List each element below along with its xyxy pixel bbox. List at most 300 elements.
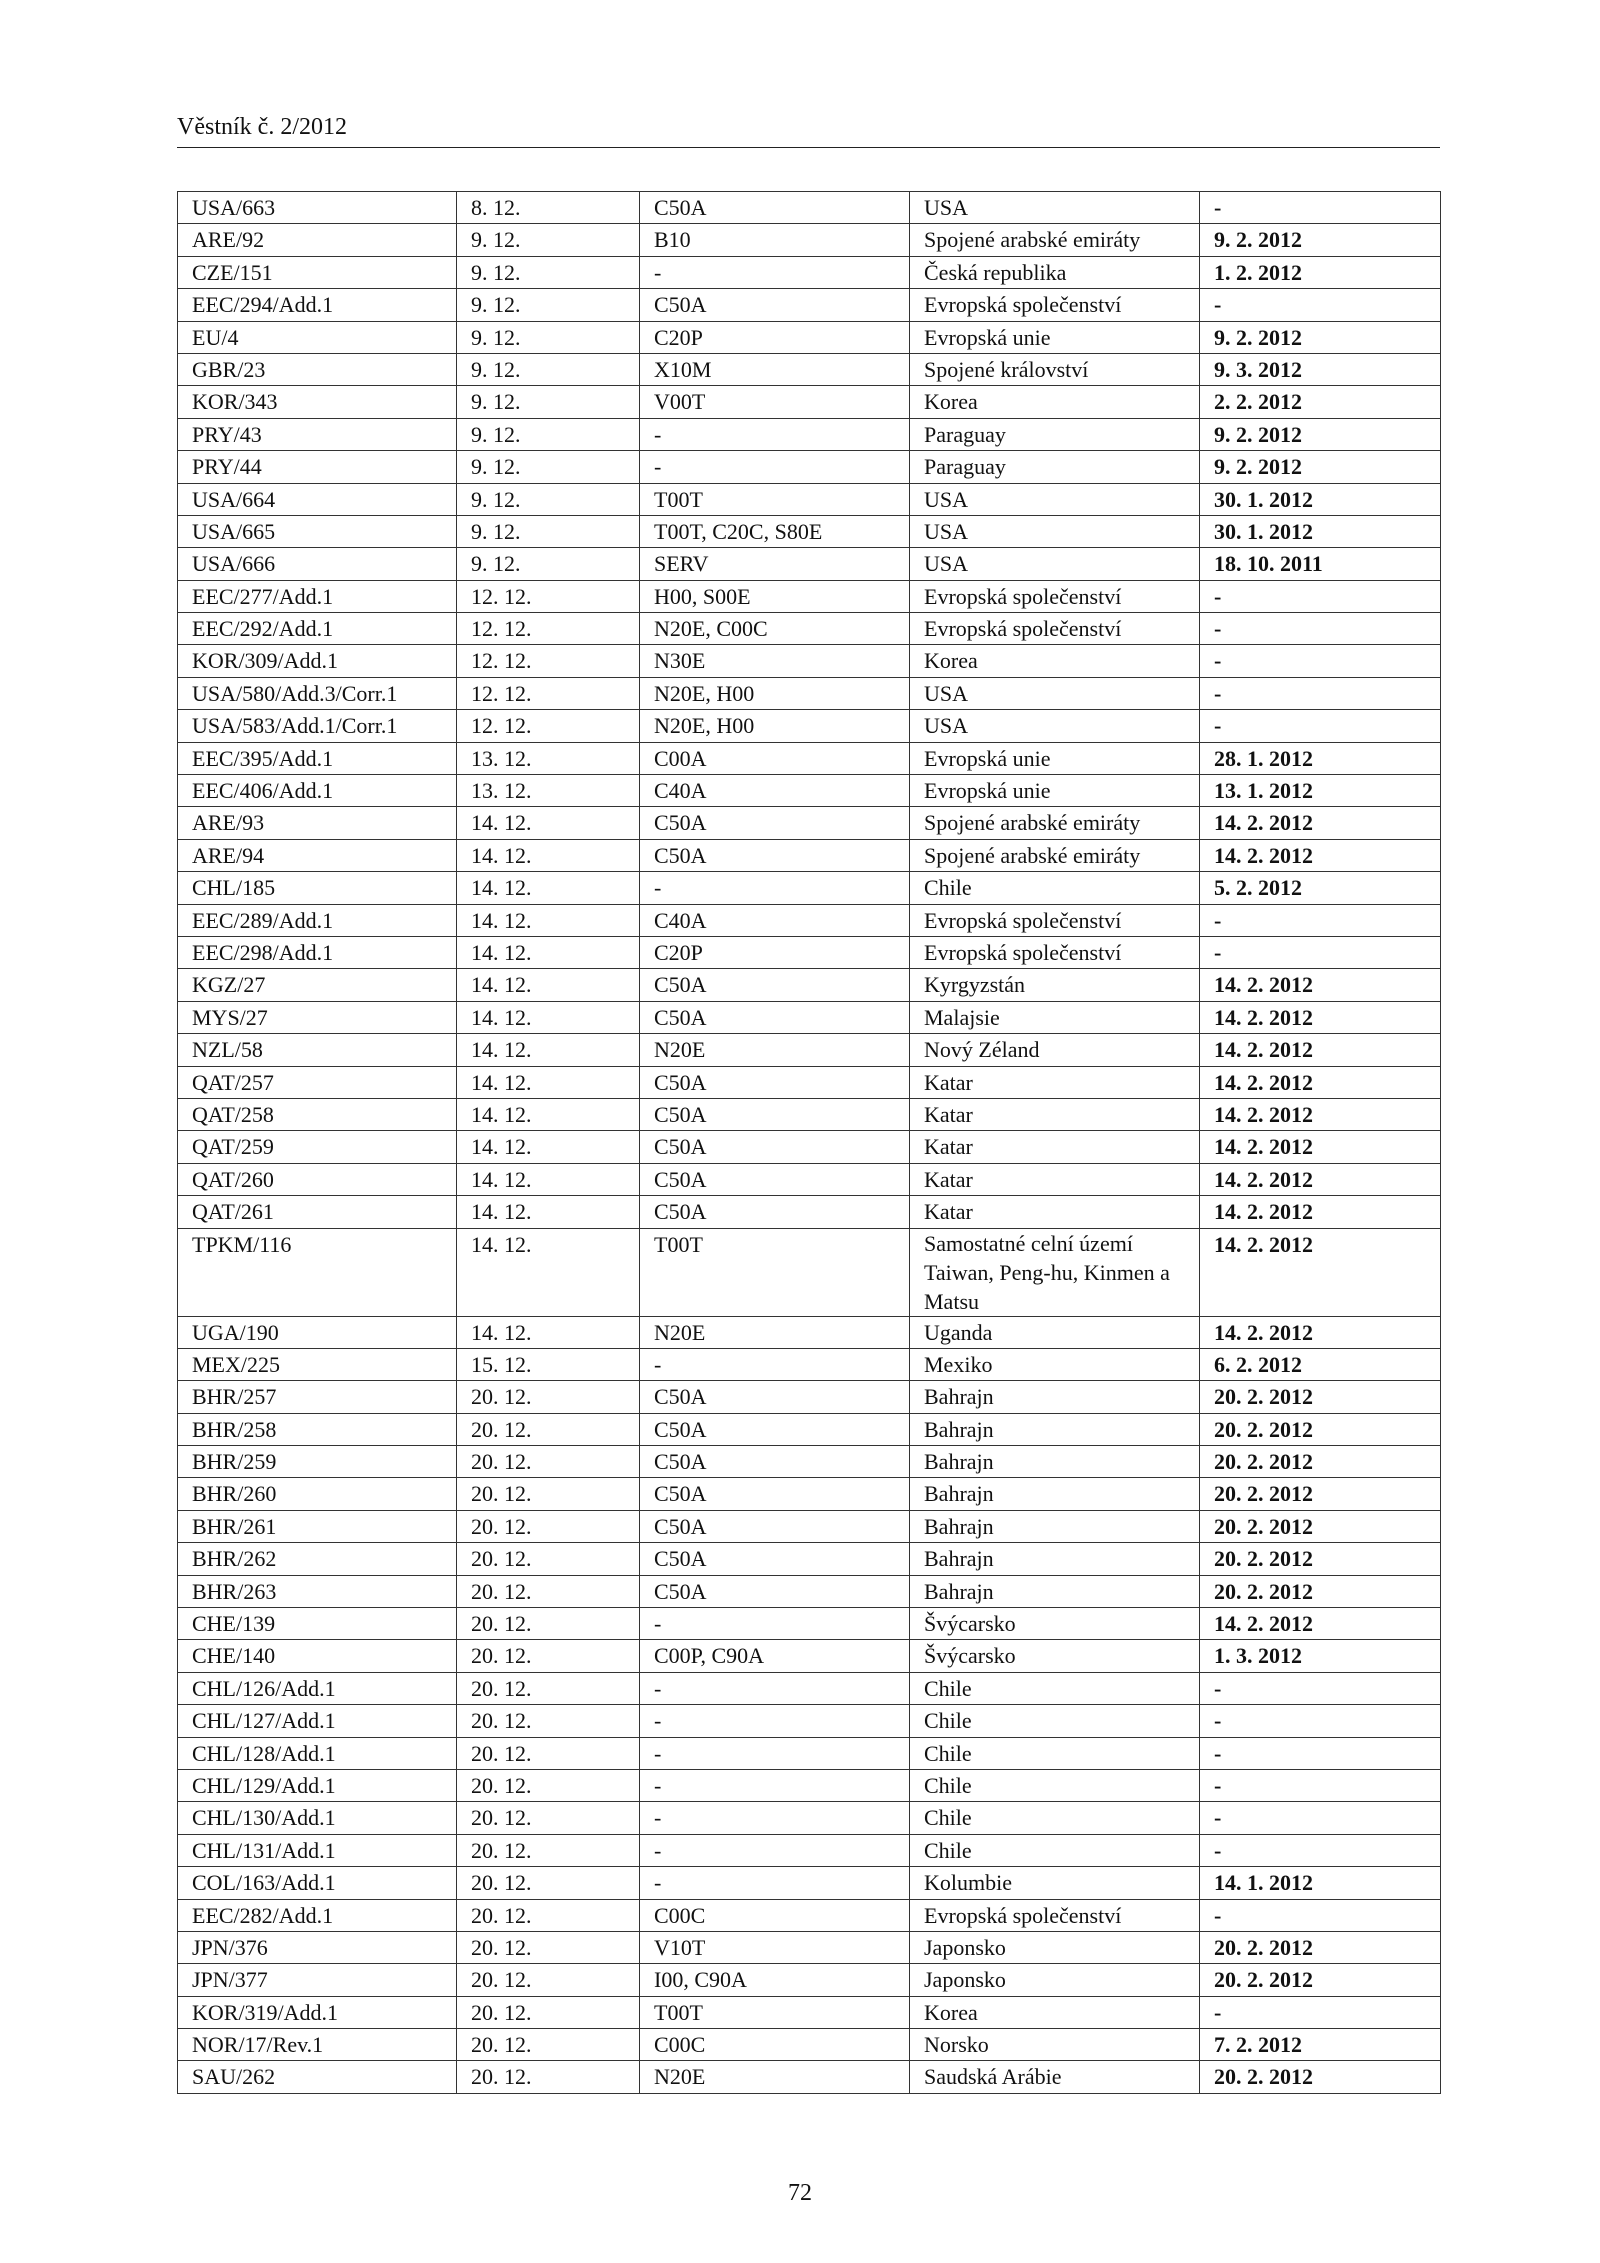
table-row bbox=[178, 418, 1441, 450]
table-row bbox=[178, 969, 1441, 1001]
notification-date-cell: 20. 12. bbox=[457, 1510, 640, 1542]
table-body bbox=[178, 192, 1441, 2094]
product-code-cell: - bbox=[640, 1608, 910, 1640]
notification-date-cell: 20. 12. bbox=[457, 2061, 640, 2093]
product-code-cell: N20E, H00 bbox=[640, 677, 910, 709]
table-row bbox=[178, 677, 1441, 709]
country-cell: Mexiko bbox=[910, 1348, 1200, 1380]
product-code-cell: - bbox=[640, 1672, 910, 1704]
table-row bbox=[178, 256, 1441, 288]
product-code-cell: C00A bbox=[640, 742, 910, 774]
table-row bbox=[178, 1931, 1441, 1963]
deadline-date-cell: 7. 2. 2012 bbox=[1200, 2029, 1441, 2061]
notification-date-cell: 20. 12. bbox=[457, 1769, 640, 1801]
table-row bbox=[178, 1196, 1441, 1228]
document-code-cell: JPN/377 bbox=[178, 1964, 457, 1996]
deadline-date-cell: - bbox=[1200, 1769, 1441, 1801]
country-cell: USA bbox=[910, 677, 1200, 709]
document-code-cell: EEC/277/Add.1 bbox=[178, 580, 457, 612]
document-code-cell: EEC/292/Add.1 bbox=[178, 613, 457, 645]
document-code-cell: QAT/261 bbox=[178, 1196, 457, 1228]
product-code-cell: - bbox=[640, 1737, 910, 1769]
document-code-cell: KOR/309/Add.1 bbox=[178, 645, 457, 677]
product-code-cell: C50A bbox=[640, 1413, 910, 1445]
table-row bbox=[178, 1413, 1441, 1445]
product-code-cell: N20E bbox=[640, 2061, 910, 2093]
table-row bbox=[178, 1316, 1441, 1348]
table-row bbox=[178, 1575, 1441, 1607]
country-cell: Kolumbie bbox=[910, 1867, 1200, 1899]
country-cell: Japonsko bbox=[910, 1931, 1200, 1963]
table-row bbox=[178, 1098, 1441, 1130]
notification-date-cell: 12. 12. bbox=[457, 580, 640, 612]
deadline-date-cell: - bbox=[1200, 1737, 1441, 1769]
country-cell: Spojené arabské emiráty bbox=[910, 807, 1200, 839]
table-row bbox=[178, 1066, 1441, 1098]
product-code-cell: C50A bbox=[640, 1066, 910, 1098]
document-code-cell: ARE/93 bbox=[178, 807, 457, 839]
product-code-cell: C50A bbox=[640, 1446, 910, 1478]
table-row bbox=[178, 1381, 1441, 1413]
deadline-date-cell: 9. 2. 2012 bbox=[1200, 418, 1441, 450]
product-code-cell: X10M bbox=[640, 353, 910, 385]
deadline-date-cell: - bbox=[1200, 936, 1441, 968]
document-code-cell: USA/666 bbox=[178, 548, 457, 580]
country-cell: Spojené arabské emiráty bbox=[910, 839, 1200, 871]
product-code-cell: C50A bbox=[640, 1478, 910, 1510]
table-row bbox=[178, 872, 1441, 904]
table-row bbox=[178, 1510, 1441, 1542]
country-cell: Katar bbox=[910, 1163, 1200, 1195]
notification-date-cell: 8. 12. bbox=[457, 192, 640, 224]
deadline-date-cell: 2. 2. 2012 bbox=[1200, 386, 1441, 418]
table-row bbox=[178, 1672, 1441, 1704]
document-code-cell: USA/665 bbox=[178, 515, 457, 547]
country-cell: USA bbox=[910, 548, 1200, 580]
country-cell: Korea bbox=[910, 645, 1200, 677]
country-cell: Japonsko bbox=[910, 1964, 1200, 1996]
document-code-cell: EEC/289/Add.1 bbox=[178, 904, 457, 936]
notification-date-cell: 9. 12. bbox=[457, 483, 640, 515]
deadline-date-cell: 13. 1. 2012 bbox=[1200, 775, 1441, 807]
country-cell: Paraguay bbox=[910, 418, 1200, 450]
table-row bbox=[178, 224, 1441, 256]
deadline-date-cell: - bbox=[1200, 1996, 1441, 2028]
deadline-date-cell: - bbox=[1200, 677, 1441, 709]
country-cell: USA bbox=[910, 192, 1200, 224]
country-cell: Malajsie bbox=[910, 1001, 1200, 1033]
document-code-cell: USA/663 bbox=[178, 192, 457, 224]
deadline-date-cell: - bbox=[1200, 1672, 1441, 1704]
product-code-cell: N20E bbox=[640, 1316, 910, 1348]
notification-date-cell: 9. 12. bbox=[457, 418, 640, 450]
product-code-cell: C00P, C90A bbox=[640, 1640, 910, 1672]
product-code-cell: C00C bbox=[640, 2029, 910, 2061]
country-cell: Chile bbox=[910, 1705, 1200, 1737]
notification-date-cell: 20. 12. bbox=[457, 1931, 640, 1963]
product-code-cell: - bbox=[640, 1769, 910, 1801]
notification-date-cell: 20. 12. bbox=[457, 1964, 640, 1996]
notifications-table bbox=[177, 191, 1441, 2094]
document-code-cell: TPKM/116 bbox=[178, 1228, 457, 1316]
product-code-cell: N20E bbox=[640, 1034, 910, 1066]
document-code-cell: EEC/282/Add.1 bbox=[178, 1899, 457, 1931]
table-row bbox=[178, 1131, 1441, 1163]
product-code-cell: C20P bbox=[640, 321, 910, 353]
notification-date-cell: 20. 12. bbox=[457, 1834, 640, 1866]
document-code-cell: USA/580/Add.3/Corr.1 bbox=[178, 677, 457, 709]
notification-date-cell: 9. 12. bbox=[457, 451, 640, 483]
notification-date-cell: 14. 12. bbox=[457, 904, 640, 936]
notification-date-cell: 20. 12. bbox=[457, 1737, 640, 1769]
country-cell: Evropská společenství bbox=[910, 1899, 1200, 1931]
notification-date-cell: 12. 12. bbox=[457, 645, 640, 677]
country-cell: Chile bbox=[910, 1834, 1200, 1866]
document-code-cell: BHR/258 bbox=[178, 1413, 457, 1445]
document-code-cell: BHR/261 bbox=[178, 1510, 457, 1542]
table-row bbox=[178, 1964, 1441, 1996]
deadline-date-cell: 14. 2. 2012 bbox=[1200, 1034, 1441, 1066]
table-row bbox=[178, 1737, 1441, 1769]
document-code-cell: EEC/406/Add.1 bbox=[178, 775, 457, 807]
notification-date-cell: 14. 12. bbox=[457, 807, 640, 839]
notification-date-cell: 13. 12. bbox=[457, 742, 640, 774]
country-cell: Katar bbox=[910, 1066, 1200, 1098]
country-cell: Evropská unie bbox=[910, 742, 1200, 774]
table-row bbox=[178, 1478, 1441, 1510]
notification-date-cell: 20. 12. bbox=[457, 1705, 640, 1737]
table-row bbox=[178, 2029, 1441, 2061]
table-row bbox=[178, 451, 1441, 483]
product-code-cell: C00C bbox=[640, 1899, 910, 1931]
page-number: 72 bbox=[788, 2180, 812, 2206]
deadline-date-cell: 20. 2. 2012 bbox=[1200, 2061, 1441, 2093]
deadline-date-cell: 6. 2. 2012 bbox=[1200, 1348, 1441, 1380]
table-row bbox=[178, 1899, 1441, 1931]
product-code-cell: C40A bbox=[640, 775, 910, 807]
notification-date-cell: 20. 12. bbox=[457, 2029, 640, 2061]
table-row bbox=[178, 515, 1441, 547]
document-code-cell: UGA/190 bbox=[178, 1316, 457, 1348]
country-cell: Saudská Arábie bbox=[910, 2061, 1200, 2093]
table-row bbox=[178, 1834, 1441, 1866]
table-row bbox=[178, 1348, 1441, 1380]
notification-date-cell: 14. 12. bbox=[457, 1098, 640, 1130]
country-cell: Samostatné celní území Taiwan, Peng-hu, Kinmen a Matsu bbox=[910, 1228, 1200, 1316]
table-row bbox=[178, 839, 1441, 871]
notification-date-cell: 20. 12. bbox=[457, 1608, 640, 1640]
notification-date-cell: 20. 12. bbox=[457, 1672, 640, 1704]
country-cell: Bahrajn bbox=[910, 1413, 1200, 1445]
product-code-cell: C20P bbox=[640, 936, 910, 968]
product-code-cell: - bbox=[640, 418, 910, 450]
deadline-date-cell: 20. 2. 2012 bbox=[1200, 1381, 1441, 1413]
document-code-cell: KGZ/27 bbox=[178, 969, 457, 1001]
document-code-cell: GBR/23 bbox=[178, 353, 457, 385]
product-code-cell: V10T bbox=[640, 1931, 910, 1963]
deadline-date-cell: 20. 2. 2012 bbox=[1200, 1964, 1441, 1996]
deadline-date-cell: 9. 3. 2012 bbox=[1200, 353, 1441, 385]
notification-date-cell: 20. 12. bbox=[457, 1413, 640, 1445]
table-row bbox=[178, 1802, 1441, 1834]
country-cell: Uganda bbox=[910, 1316, 1200, 1348]
deadline-date-cell: 20. 2. 2012 bbox=[1200, 1413, 1441, 1445]
table-row bbox=[178, 192, 1441, 224]
document-code-cell: MEX/225 bbox=[178, 1348, 457, 1380]
document-code-cell: ARE/92 bbox=[178, 224, 457, 256]
notification-date-cell: 14. 12. bbox=[457, 1163, 640, 1195]
product-code-cell: - bbox=[640, 872, 910, 904]
country-cell: Chile bbox=[910, 1672, 1200, 1704]
product-code-cell: - bbox=[640, 1348, 910, 1380]
deadline-date-cell: - bbox=[1200, 580, 1441, 612]
notification-date-cell: 20. 12. bbox=[457, 1996, 640, 2028]
country-cell: Bahrajn bbox=[910, 1381, 1200, 1413]
notification-date-cell: 20. 12. bbox=[457, 1899, 640, 1931]
deadline-date-cell: 20. 2. 2012 bbox=[1200, 1478, 1441, 1510]
country-cell: Bahrajn bbox=[910, 1446, 1200, 1478]
deadline-date-cell: - bbox=[1200, 1705, 1441, 1737]
table-row bbox=[178, 483, 1441, 515]
deadline-date-cell: 9. 2. 2012 bbox=[1200, 451, 1441, 483]
deadline-date-cell: 30. 1. 2012 bbox=[1200, 515, 1441, 547]
product-code-cell: B10 bbox=[640, 224, 910, 256]
product-code-cell: C50A bbox=[640, 1196, 910, 1228]
country-cell: Česká republika bbox=[910, 256, 1200, 288]
deadline-date-cell: 14. 2. 2012 bbox=[1200, 1098, 1441, 1130]
document-code-cell: QAT/258 bbox=[178, 1098, 457, 1130]
product-code-cell: C50A bbox=[640, 1381, 910, 1413]
table-row bbox=[178, 1001, 1441, 1033]
notification-date-cell: 20. 12. bbox=[457, 1381, 640, 1413]
deadline-date-cell: 30. 1. 2012 bbox=[1200, 483, 1441, 515]
country-cell: USA bbox=[910, 483, 1200, 515]
table-row bbox=[178, 1034, 1441, 1066]
deadline-date-cell: - bbox=[1200, 613, 1441, 645]
deadline-date-cell: 20. 2. 2012 bbox=[1200, 1446, 1441, 1478]
country-cell: Evropská společenství bbox=[910, 580, 1200, 612]
deadline-date-cell: 14. 2. 2012 bbox=[1200, 1001, 1441, 1033]
deadline-date-cell: - bbox=[1200, 904, 1441, 936]
deadline-date-cell: 14. 2. 2012 bbox=[1200, 1163, 1441, 1195]
product-code-cell: C50A bbox=[640, 1510, 910, 1542]
product-code-cell: C50A bbox=[640, 289, 910, 321]
country-cell: Kyrgyzstán bbox=[910, 969, 1200, 1001]
table-row bbox=[178, 645, 1441, 677]
notification-date-cell: 20. 12. bbox=[457, 1802, 640, 1834]
document-code-cell: ARE/94 bbox=[178, 839, 457, 871]
table-row bbox=[178, 1996, 1441, 2028]
table-row bbox=[178, 1608, 1441, 1640]
notification-date-cell: 20. 12. bbox=[457, 1867, 640, 1899]
product-code-cell: T00T bbox=[640, 1228, 910, 1316]
country-cell: USA bbox=[910, 710, 1200, 742]
product-code-cell: C50A bbox=[640, 1131, 910, 1163]
table-row bbox=[178, 1705, 1441, 1737]
notification-date-cell: 14. 12. bbox=[457, 1066, 640, 1098]
table-row bbox=[178, 1867, 1441, 1899]
country-cell: Evropská společenství bbox=[910, 613, 1200, 645]
document-code-cell: CHL/127/Add.1 bbox=[178, 1705, 457, 1737]
country-cell: Bahrajn bbox=[910, 1575, 1200, 1607]
document-code-cell: CZE/151 bbox=[178, 256, 457, 288]
deadline-date-cell: 20. 2. 2012 bbox=[1200, 1510, 1441, 1542]
notification-date-cell: 9. 12. bbox=[457, 548, 640, 580]
product-code-cell: SERV bbox=[640, 548, 910, 580]
notification-date-cell: 14. 12. bbox=[457, 1034, 640, 1066]
table-row bbox=[178, 904, 1441, 936]
deadline-date-cell: 14. 2. 2012 bbox=[1200, 1228, 1441, 1316]
country-cell: Evropská společenství bbox=[910, 936, 1200, 968]
document-code-cell: EEC/395/Add.1 bbox=[178, 742, 457, 774]
deadline-date-cell: 18. 10. 2011 bbox=[1200, 548, 1441, 580]
document-code-cell: CHE/139 bbox=[178, 1608, 457, 1640]
country-cell: Korea bbox=[910, 386, 1200, 418]
product-code-cell: - bbox=[640, 256, 910, 288]
product-code-cell: - bbox=[640, 1705, 910, 1737]
product-code-cell: C50A bbox=[640, 1098, 910, 1130]
product-code-cell: C50A bbox=[640, 1543, 910, 1575]
page-header bbox=[177, 112, 1440, 148]
deadline-date-cell: 9. 2. 2012 bbox=[1200, 321, 1441, 353]
product-code-cell: T00T bbox=[640, 483, 910, 515]
notification-date-cell: 20. 12. bbox=[457, 1640, 640, 1672]
country-cell: Bahrajn bbox=[910, 1510, 1200, 1542]
country-cell: Švýcarsko bbox=[910, 1640, 1200, 1672]
product-code-cell: - bbox=[640, 1834, 910, 1866]
country-cell: Katar bbox=[910, 1131, 1200, 1163]
document-code-cell: BHR/259 bbox=[178, 1446, 457, 1478]
deadline-date-cell: 14. 2. 2012 bbox=[1200, 1131, 1441, 1163]
document-code-cell: BHR/257 bbox=[178, 1381, 457, 1413]
table-row bbox=[178, 580, 1441, 612]
document-code-cell: KOR/319/Add.1 bbox=[178, 1996, 457, 2028]
table-row bbox=[178, 1543, 1441, 1575]
deadline-date-cell: 20. 2. 2012 bbox=[1200, 1575, 1441, 1607]
document-code-cell: NZL/58 bbox=[178, 1034, 457, 1066]
product-code-cell: C50A bbox=[640, 1575, 910, 1607]
deadline-date-cell: 20. 2. 2012 bbox=[1200, 1931, 1441, 1963]
document-code-cell: CHL/130/Add.1 bbox=[178, 1802, 457, 1834]
document-code-cell: QAT/257 bbox=[178, 1066, 457, 1098]
document-code-cell: PRY/43 bbox=[178, 418, 457, 450]
notification-date-cell: 20. 12. bbox=[457, 1446, 640, 1478]
notification-date-cell: 20. 12. bbox=[457, 1543, 640, 1575]
table-row bbox=[178, 353, 1441, 385]
notification-date-cell: 9. 12. bbox=[457, 289, 640, 321]
deadline-date-cell: 14. 2. 2012 bbox=[1200, 807, 1441, 839]
deadline-date-cell: - bbox=[1200, 289, 1441, 321]
notification-date-cell: 20. 12. bbox=[457, 1575, 640, 1607]
product-code-cell: C50A bbox=[640, 1001, 910, 1033]
deadline-date-cell: 20. 2. 2012 bbox=[1200, 1543, 1441, 1575]
product-code-cell: C50A bbox=[640, 839, 910, 871]
document-code-cell: CHL/128/Add.1 bbox=[178, 1737, 457, 1769]
notification-date-cell: 20. 12. bbox=[457, 1478, 640, 1510]
document-code-cell: EEC/298/Add.1 bbox=[178, 936, 457, 968]
table-row bbox=[178, 1163, 1441, 1195]
country-cell: Spojené království bbox=[910, 353, 1200, 385]
deadline-date-cell: 1. 3. 2012 bbox=[1200, 1640, 1441, 1672]
notification-date-cell: 14. 12. bbox=[457, 1001, 640, 1033]
product-code-cell: C50A bbox=[640, 807, 910, 839]
country-cell: Paraguay bbox=[910, 451, 1200, 483]
country-cell: USA bbox=[910, 515, 1200, 547]
notification-date-cell: 14. 12. bbox=[457, 1316, 640, 1348]
document-code-cell: CHL/129/Add.1 bbox=[178, 1769, 457, 1801]
product-code-cell: - bbox=[640, 1802, 910, 1834]
product-code-cell: H00, S00E bbox=[640, 580, 910, 612]
notification-date-cell: 14. 12. bbox=[457, 969, 640, 1001]
table-row bbox=[178, 936, 1441, 968]
country-cell: Korea bbox=[910, 1996, 1200, 2028]
product-code-cell: T00T bbox=[640, 1996, 910, 2028]
notification-date-cell: 12. 12. bbox=[457, 677, 640, 709]
country-cell: Spojené arabské emiráty bbox=[910, 224, 1200, 256]
table-row bbox=[178, 710, 1441, 742]
notification-date-cell: 9. 12. bbox=[457, 224, 640, 256]
document-code-cell: MYS/27 bbox=[178, 1001, 457, 1033]
deadline-date-cell: 14. 2. 2012 bbox=[1200, 1608, 1441, 1640]
product-code-cell: C50A bbox=[640, 192, 910, 224]
deadline-date-cell: 14. 2. 2012 bbox=[1200, 839, 1441, 871]
notification-date-cell: 14. 12. bbox=[457, 872, 640, 904]
product-code-cell: N30E bbox=[640, 645, 910, 677]
table-row bbox=[178, 289, 1441, 321]
document-code-cell: PRY/44 bbox=[178, 451, 457, 483]
product-code-cell: T00T, C20C, S80E bbox=[640, 515, 910, 547]
deadline-date-cell: 14. 2. 2012 bbox=[1200, 1316, 1441, 1348]
table-row bbox=[178, 386, 1441, 418]
country-cell: Chile bbox=[910, 872, 1200, 904]
table-row bbox=[178, 1640, 1441, 1672]
notification-date-cell: 14. 12. bbox=[457, 839, 640, 871]
country-cell: Katar bbox=[910, 1098, 1200, 1130]
deadline-date-cell: - bbox=[1200, 645, 1441, 677]
notification-date-cell: 12. 12. bbox=[457, 613, 640, 645]
notification-date-cell: 14. 12. bbox=[457, 1228, 640, 1316]
table-row bbox=[178, 2061, 1441, 2093]
document-code-cell: CHL/126/Add.1 bbox=[178, 1672, 457, 1704]
deadline-date-cell: 14. 2. 2012 bbox=[1200, 1196, 1441, 1228]
document-code-cell: CHL/185 bbox=[178, 872, 457, 904]
document-code-cell: KOR/343 bbox=[178, 386, 457, 418]
deadline-date-cell: 14. 2. 2012 bbox=[1200, 1066, 1441, 1098]
table-row bbox=[178, 1228, 1441, 1316]
table-row bbox=[178, 742, 1441, 774]
notification-date-cell: 13. 12. bbox=[457, 775, 640, 807]
document-code-cell: CHE/140 bbox=[178, 1640, 457, 1672]
notification-date-cell: 14. 12. bbox=[457, 1131, 640, 1163]
notification-date-cell: 9. 12. bbox=[457, 515, 640, 547]
document-code-cell: QAT/259 bbox=[178, 1131, 457, 1163]
document-code-cell: NOR/17/Rev.1 bbox=[178, 2029, 457, 2061]
country-cell: Katar bbox=[910, 1196, 1200, 1228]
document-code-cell: USA/583/Add.1/Corr.1 bbox=[178, 710, 457, 742]
document-code-cell: QAT/260 bbox=[178, 1163, 457, 1195]
table-row bbox=[178, 548, 1441, 580]
country-cell: Chile bbox=[910, 1737, 1200, 1769]
document-code-cell: BHR/262 bbox=[178, 1543, 457, 1575]
country-cell: Norsko bbox=[910, 2029, 1200, 2061]
country-cell: Bahrajn bbox=[910, 1543, 1200, 1575]
product-code-cell: C50A bbox=[640, 969, 910, 1001]
deadline-date-cell: - bbox=[1200, 1802, 1441, 1834]
country-cell: Bahrajn bbox=[910, 1478, 1200, 1510]
product-code-cell: C40A bbox=[640, 904, 910, 936]
document-code-cell: EU/4 bbox=[178, 321, 457, 353]
product-code-cell: N20E, C00C bbox=[640, 613, 910, 645]
